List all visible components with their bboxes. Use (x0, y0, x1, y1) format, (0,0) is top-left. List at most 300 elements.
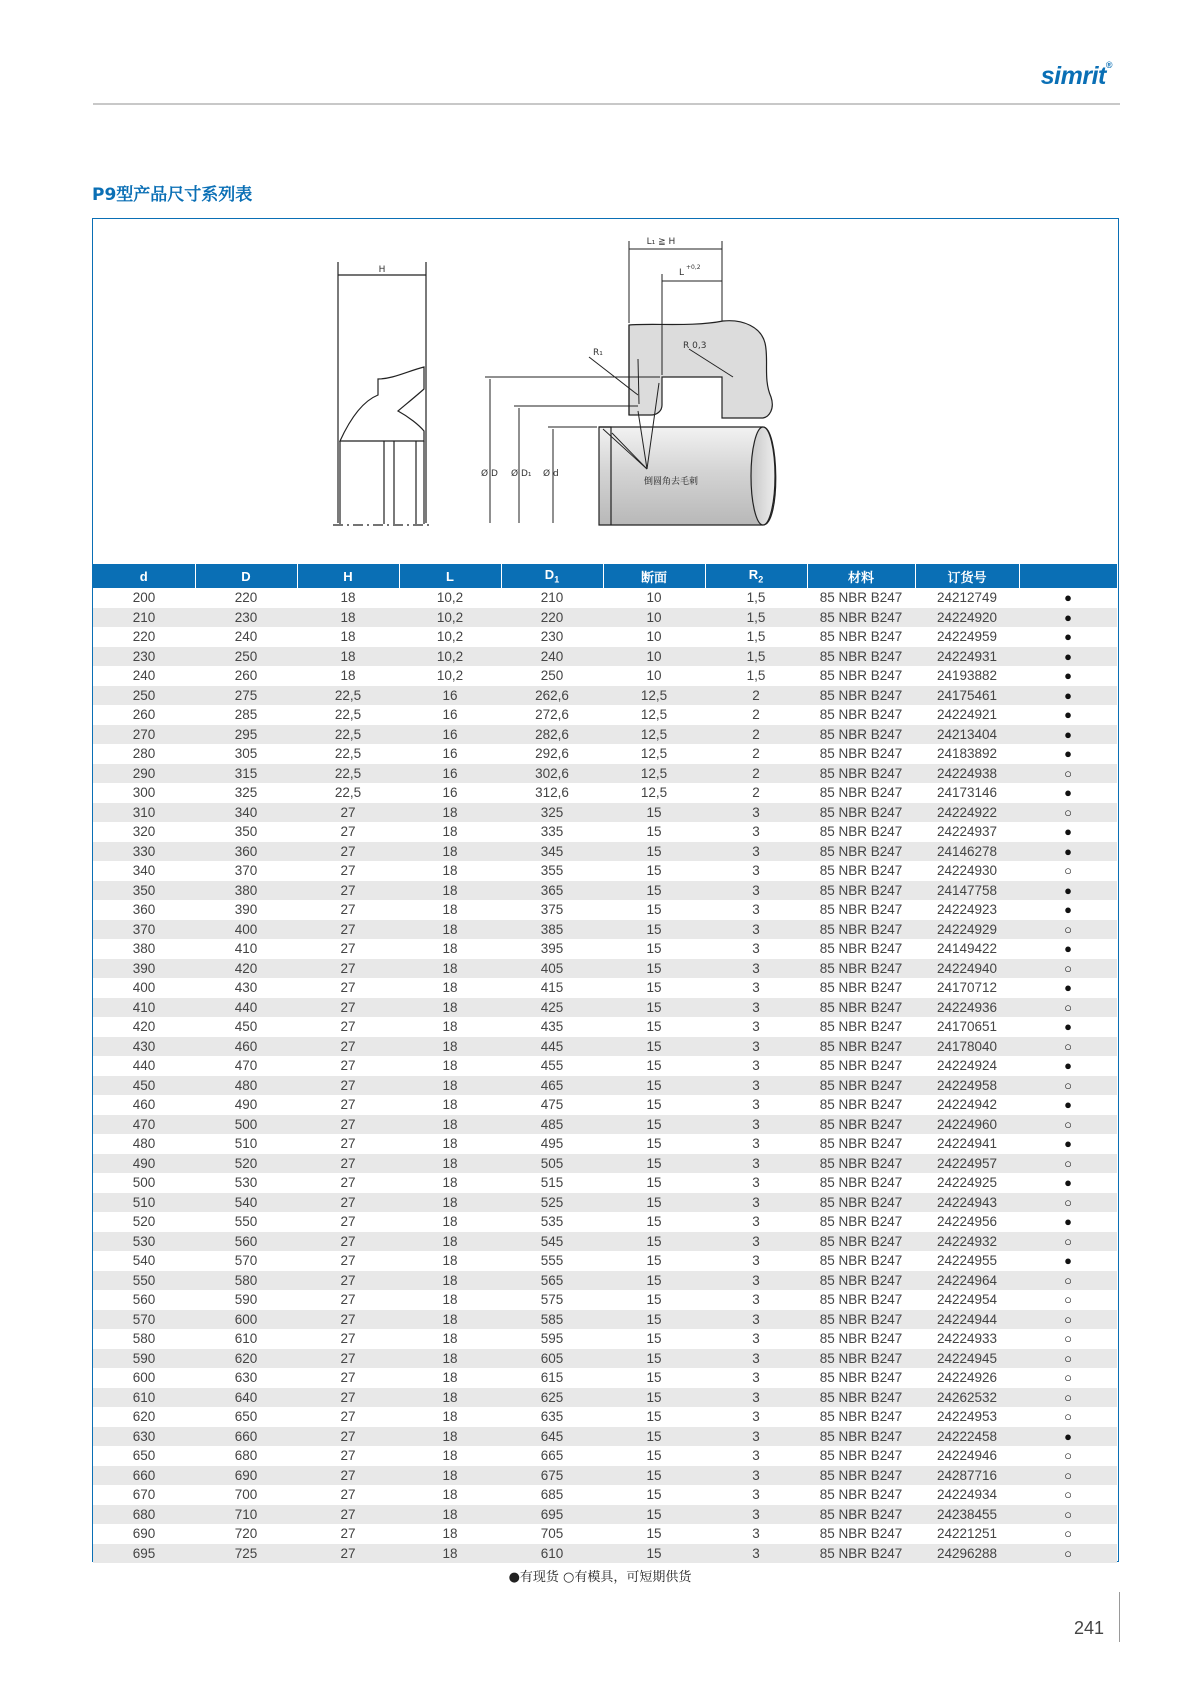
cell-L: 10,2 (399, 627, 501, 647)
cell-material: 85 NBR B247 (807, 1407, 915, 1427)
cell-order-number: 24170651 (915, 1017, 1019, 1037)
cell-H: 27 (297, 1446, 399, 1466)
cell-material: 85 NBR B247 (807, 998, 915, 1018)
cell-D1: 665 (501, 1446, 603, 1466)
cell-order-number: 24224941 (915, 1134, 1019, 1154)
cell-D: 680 (195, 1446, 297, 1466)
cell-material: 85 NBR B247 (807, 764, 915, 784)
cell-availability: ○ (1019, 1193, 1117, 1213)
cell-order-number: 24224955 (915, 1251, 1019, 1271)
cell-d: 530 (93, 1232, 195, 1252)
cell-availability: ○ (1019, 803, 1117, 823)
cell-H: 27 (297, 1368, 399, 1388)
table-row (93, 1290, 1117, 1310)
cell-H: 27 (297, 1212, 399, 1232)
cell-order-number: 24224940 (915, 959, 1019, 979)
cell-H: 27 (297, 803, 399, 823)
cell-material: 85 NBR B247 (807, 666, 915, 686)
cell-order-number: 24224937 (915, 822, 1019, 842)
cell-D: 530 (195, 1173, 297, 1193)
cell-L: 18 (399, 1505, 501, 1525)
cell-R2: 3 (705, 1427, 807, 1447)
cell-D: 275 (195, 686, 297, 706)
cell-D: 640 (195, 1388, 297, 1408)
cell-section: 12,5 (603, 764, 705, 784)
cell-L: 16 (399, 783, 501, 803)
cell-d: 570 (93, 1310, 195, 1330)
cell-section: 15 (603, 1505, 705, 1525)
cell-section: 15 (603, 1212, 705, 1232)
cell-R2: 1,5 (705, 666, 807, 686)
cell-R2: 3 (705, 1095, 807, 1115)
cell-material: 85 NBR B247 (807, 803, 915, 823)
cell-D1: 282,6 (501, 725, 603, 745)
cell-section: 10 (603, 647, 705, 667)
cell-R2: 3 (705, 1154, 807, 1174)
cell-H: 22,5 (297, 725, 399, 745)
cell-R2: 3 (705, 1232, 807, 1252)
cell-D: 710 (195, 1505, 297, 1525)
cell-material: 85 NBR B247 (807, 647, 915, 667)
cell-L: 18 (399, 998, 501, 1018)
cell-D1: 605 (501, 1349, 603, 1369)
cell-D1: 545 (501, 1232, 603, 1252)
cell-D1: 365 (501, 881, 603, 901)
table-row (93, 1368, 1117, 1388)
cell-H: 27 (297, 920, 399, 940)
table-row (93, 1095, 1117, 1115)
label-R1: R₁ (593, 348, 603, 358)
cell-d: 250 (93, 686, 195, 706)
table-row (93, 842, 1117, 862)
table-row (93, 1349, 1117, 1369)
cell-material: 85 NBR B247 (807, 783, 915, 803)
table-row (93, 1485, 1117, 1505)
cell-material: 85 NBR B247 (807, 1485, 915, 1505)
cell-material: 85 NBR B247 (807, 1290, 915, 1310)
cell-D1: 415 (501, 978, 603, 998)
page-number-rule (1119, 1592, 1120, 1642)
cell-availability: ● (1019, 1134, 1117, 1154)
cell-section: 15 (603, 1524, 705, 1544)
cell-d: 350 (93, 881, 195, 901)
cell-R2: 2 (705, 744, 807, 764)
cell-availability: ● (1019, 1251, 1117, 1271)
cell-d: 695 (93, 1544, 195, 1564)
cell-R2: 3 (705, 939, 807, 959)
cell-D: 350 (195, 822, 297, 842)
cell-R2: 3 (705, 1544, 807, 1564)
cell-order-number: 24173146 (915, 783, 1019, 803)
page-title: P9型产品尺寸系列表 (92, 185, 253, 205)
cell-D1: 505 (501, 1154, 603, 1174)
cell-material: 85 NBR B247 (807, 1329, 915, 1349)
cell-D: 440 (195, 998, 297, 1018)
table-row (93, 1173, 1117, 1193)
cell-order-number: 24224957 (915, 1154, 1019, 1174)
cell-L: 18 (399, 1154, 501, 1174)
cell-L: 18 (399, 1310, 501, 1330)
cell-D: 550 (195, 1212, 297, 1232)
cell-order-number: 24147758 (915, 881, 1019, 901)
cell-H: 27 (297, 1232, 399, 1252)
col-header-L: L (399, 564, 501, 588)
cell-H: 27 (297, 1349, 399, 1369)
cell-section: 15 (603, 1310, 705, 1330)
housing (629, 321, 772, 418)
cell-availability: ○ (1019, 920, 1117, 940)
cell-d: 420 (93, 1017, 195, 1037)
cell-order-number: 24287716 (915, 1466, 1019, 1486)
cell-D: 370 (195, 861, 297, 881)
cell-section: 15 (603, 1232, 705, 1252)
cell-R2: 3 (705, 1505, 807, 1525)
cell-D: 650 (195, 1407, 297, 1427)
cell-R2: 3 (705, 1388, 807, 1408)
cell-d: 230 (93, 647, 195, 667)
cell-L: 18 (399, 1524, 501, 1544)
table-row (93, 588, 1117, 608)
cell-D1: 345 (501, 842, 603, 862)
cell-material: 85 NBR B247 (807, 686, 915, 706)
cell-D: 600 (195, 1310, 297, 1330)
cell-R2: 3 (705, 1037, 807, 1057)
cell-section: 15 (603, 803, 705, 823)
col-header-material: 材料 (807, 564, 915, 588)
cell-material: 85 NBR B247 (807, 1505, 915, 1525)
cell-availability: ○ (1019, 1271, 1117, 1291)
cell-section: 15 (603, 900, 705, 920)
table-row (93, 1193, 1117, 1213)
cell-D1: 312,6 (501, 783, 603, 803)
table-row (93, 803, 1117, 823)
cell-L: 18 (399, 1329, 501, 1349)
cell-D: 305 (195, 744, 297, 764)
cell-R2: 3 (705, 998, 807, 1018)
cell-H: 27 (297, 1271, 399, 1291)
cell-material: 85 NBR B247 (807, 920, 915, 940)
cell-H: 27 (297, 1193, 399, 1213)
cell-availability: ○ (1019, 1349, 1117, 1369)
label-chamfer-note: 倒圆角去毛刺 (644, 477, 699, 487)
cell-L: 18 (399, 1134, 501, 1154)
col-header-D1: $D_1$ (501, 564, 603, 588)
table-row (93, 1544, 1117, 1564)
cell-D1: 272,6 (501, 705, 603, 725)
cell-D1: 302,6 (501, 764, 603, 784)
cell-material: 85 NBR B247 (807, 1017, 915, 1037)
cell-H: 27 (297, 1037, 399, 1057)
cell-D: 285 (195, 705, 297, 725)
col-header-d: d (93, 564, 195, 588)
cell-availability: ○ (1019, 1466, 1117, 1486)
cell-d: 460 (93, 1095, 195, 1115)
table-row (93, 686, 1117, 706)
cell-R2: 2 (705, 686, 807, 706)
cell-order-number: 24224954 (915, 1290, 1019, 1310)
cell-section: 15 (603, 1017, 705, 1037)
cell-availability: ○ (1019, 959, 1117, 979)
cell-D1: 495 (501, 1134, 603, 1154)
cell-order-number: 24224921 (915, 705, 1019, 725)
cell-L: 18 (399, 920, 501, 940)
cell-availability: ● (1019, 900, 1117, 920)
cell-R2: 3 (705, 959, 807, 979)
cell-availability: ● (1019, 1427, 1117, 1447)
cell-material: 85 NBR B247 (807, 1154, 915, 1174)
cell-L: 18 (399, 1290, 501, 1310)
cell-availability: ○ (1019, 861, 1117, 881)
cell-H: 27 (297, 939, 399, 959)
table-row (93, 1115, 1117, 1135)
cell-order-number: 24224922 (915, 803, 1019, 823)
cell-R2: 3 (705, 1329, 807, 1349)
cell-availability: ○ (1019, 1524, 1117, 1544)
cell-material: 85 NBR B247 (807, 1232, 915, 1252)
cell-R2: 3 (705, 1271, 807, 1291)
cell-H: 27 (297, 1407, 399, 1427)
table-row (93, 978, 1117, 998)
table-row (93, 900, 1117, 920)
cell-section: 15 (603, 1349, 705, 1369)
page-number: 241 (1073, 1618, 1104, 1638)
cell-material: 85 NBR B247 (807, 842, 915, 862)
cell-availability: ● (1019, 1056, 1117, 1076)
table-row (93, 1134, 1117, 1154)
cell-R2: 2 (705, 764, 807, 784)
cell-order-number: 24224942 (915, 1095, 1019, 1115)
cell-L: 18 (399, 1232, 501, 1252)
cell-R2: 3 (705, 1017, 807, 1037)
cell-L: 18 (399, 1466, 501, 1486)
cell-d: 220 (93, 627, 195, 647)
cell-d: 360 (93, 900, 195, 920)
label-L-tolerance: +0,2 (686, 264, 701, 271)
cell-D1: 695 (501, 1505, 603, 1525)
cell-H: 27 (297, 998, 399, 1018)
cell-L: 18 (399, 1544, 501, 1564)
cell-D: 510 (195, 1134, 297, 1154)
cell-H: 27 (297, 842, 399, 862)
cell-D1: 425 (501, 998, 603, 1018)
table-row (93, 1212, 1117, 1232)
cell-L: 18 (399, 1368, 501, 1388)
cell-R2: 3 (705, 1349, 807, 1369)
cell-D: 540 (195, 1193, 297, 1213)
cell-section: 12,5 (603, 744, 705, 764)
cell-d: 550 (93, 1271, 195, 1291)
cell-order-number: 24224924 (915, 1056, 1019, 1076)
cell-section: 12,5 (603, 686, 705, 706)
table-row (93, 608, 1117, 628)
cell-order-number: 24213404 (915, 725, 1019, 745)
cell-D1: 395 (501, 939, 603, 959)
cell-section: 12,5 (603, 783, 705, 803)
cell-availability: ● (1019, 627, 1117, 647)
cell-R2: 3 (705, 1056, 807, 1076)
cell-order-number: 24224933 (915, 1329, 1019, 1349)
cell-D: 220 (195, 588, 297, 608)
table-body (93, 588, 1117, 1563)
cell-D1: 585 (501, 1310, 603, 1330)
cell-material: 85 NBR B247 (807, 1349, 915, 1369)
cell-H: 22,5 (297, 764, 399, 784)
cell-order-number: 24224938 (915, 764, 1019, 784)
cell-availability: ○ (1019, 1310, 1117, 1330)
cell-section: 15 (603, 1466, 705, 1486)
availability-legend: ●有现货 ○有模具，可短期供货 (508, 1570, 692, 1585)
cell-availability: ● (1019, 725, 1117, 745)
cell-d: 580 (93, 1329, 195, 1349)
cell-d: 600 (93, 1368, 195, 1388)
cell-section: 15 (603, 978, 705, 998)
cell-R2: 3 (705, 1212, 807, 1232)
cell-availability: ● (1019, 1212, 1117, 1232)
cell-R2: 3 (705, 842, 807, 862)
cell-L: 18 (399, 1193, 501, 1213)
cell-D1: 675 (501, 1466, 603, 1486)
table-row (93, 998, 1117, 1018)
cell-D1: 325 (501, 803, 603, 823)
cell-R2: 2 (705, 725, 807, 745)
cell-material: 85 NBR B247 (807, 744, 915, 764)
cell-D: 700 (195, 1485, 297, 1505)
table-row (93, 1407, 1117, 1427)
cell-availability: ● (1019, 842, 1117, 862)
cell-section: 15 (603, 1037, 705, 1057)
cell-D1: 645 (501, 1427, 603, 1447)
cell-D: 390 (195, 900, 297, 920)
cell-availability: ● (1019, 608, 1117, 628)
cell-D: 630 (195, 1368, 297, 1388)
cell-L: 18 (399, 1115, 501, 1135)
cell-R2: 3 (705, 861, 807, 881)
cell-section: 15 (603, 1173, 705, 1193)
header-rule (93, 103, 1120, 105)
cell-section: 15 (603, 1485, 705, 1505)
cell-section: 10 (603, 666, 705, 686)
cell-D: 420 (195, 959, 297, 979)
dimension-panel (92, 218, 1119, 1562)
cell-section: 10 (603, 608, 705, 628)
table-row (93, 1388, 1117, 1408)
table-row (93, 861, 1117, 881)
cell-order-number: 24238455 (915, 1505, 1019, 1525)
cell-H: 27 (297, 1505, 399, 1525)
cell-H: 27 (297, 822, 399, 842)
cell-section: 15 (603, 939, 705, 959)
cell-D1: 595 (501, 1329, 603, 1349)
cell-H: 22,5 (297, 686, 399, 706)
table-row (93, 764, 1117, 784)
cell-D: 360 (195, 842, 297, 862)
seal-cross-section-drawing (93, 219, 1117, 564)
cell-d: 430 (93, 1037, 195, 1057)
cell-d: 450 (93, 1076, 195, 1096)
cell-L: 16 (399, 705, 501, 725)
cell-D1: 385 (501, 920, 603, 940)
cell-d: 630 (93, 1427, 195, 1447)
cell-D1: 610 (501, 1544, 603, 1564)
label-R-0-3: R 0,3 (683, 341, 707, 351)
cell-L: 16 (399, 686, 501, 706)
cell-H: 27 (297, 1290, 399, 1310)
cell-D: 230 (195, 608, 297, 628)
cell-material: 85 NBR B247 (807, 1251, 915, 1271)
cell-material: 85 NBR B247 (807, 1310, 915, 1330)
cell-availability: ● (1019, 686, 1117, 706)
table-row (93, 1466, 1117, 1486)
table-row (93, 783, 1117, 803)
cell-H: 27 (297, 1524, 399, 1544)
label-L: L (679, 268, 685, 278)
cell-D: 500 (195, 1115, 297, 1135)
cell-D1: 355 (501, 861, 603, 881)
cell-availability: ○ (1019, 1115, 1117, 1135)
cell-availability: ○ (1019, 764, 1117, 784)
cell-d: 200 (93, 588, 195, 608)
cell-D: 450 (195, 1017, 297, 1037)
cell-D: 340 (195, 803, 297, 823)
table-row (93, 1037, 1117, 1057)
cell-section: 15 (603, 998, 705, 1018)
cell-R2: 2 (705, 783, 807, 803)
cell-d: 690 (93, 1524, 195, 1544)
cell-section: 10 (603, 588, 705, 608)
cell-material: 85 NBR B247 (807, 1427, 915, 1447)
cell-H: 22,5 (297, 705, 399, 725)
cell-D: 470 (195, 1056, 297, 1076)
cell-L: 16 (399, 725, 501, 745)
cell-material: 85 NBR B247 (807, 1134, 915, 1154)
cell-availability: ● (1019, 783, 1117, 803)
cell-H: 27 (297, 1134, 399, 1154)
cell-d: 610 (93, 1388, 195, 1408)
cell-R2: 3 (705, 1076, 807, 1096)
cell-D: 490 (195, 1095, 297, 1115)
cell-section: 15 (603, 1134, 705, 1154)
table-row (93, 959, 1117, 979)
cell-d: 310 (93, 803, 195, 823)
cell-d: 400 (93, 978, 195, 998)
cell-R2: 3 (705, 1115, 807, 1135)
cell-L: 18 (399, 1388, 501, 1408)
cell-d: 680 (93, 1505, 195, 1525)
label-L1: L₁ ≧ H (646, 237, 676, 247)
cell-d: 510 (93, 1193, 195, 1213)
cell-D: 430 (195, 978, 297, 998)
cell-D1: 485 (501, 1115, 603, 1135)
cell-section: 15 (603, 1056, 705, 1076)
cell-availability: ○ (1019, 1329, 1117, 1349)
cell-H: 18 (297, 647, 399, 667)
cell-order-number: 24224936 (915, 998, 1019, 1018)
cell-L: 16 (399, 764, 501, 784)
cell-d: 620 (93, 1407, 195, 1427)
cell-d: 290 (93, 764, 195, 784)
cell-order-number: 24224929 (915, 920, 1019, 940)
cell-L: 16 (399, 744, 501, 764)
cell-d: 470 (93, 1115, 195, 1135)
cell-D: 570 (195, 1251, 297, 1271)
cell-d: 590 (93, 1349, 195, 1369)
logo-registered-mark: ® (1105, 60, 1112, 70)
cell-D: 480 (195, 1076, 297, 1096)
col-header-order-number: 订货号 (915, 564, 1019, 588)
cell-R2: 3 (705, 1446, 807, 1466)
cell-L: 18 (399, 900, 501, 920)
cell-section: 15 (603, 1115, 705, 1135)
